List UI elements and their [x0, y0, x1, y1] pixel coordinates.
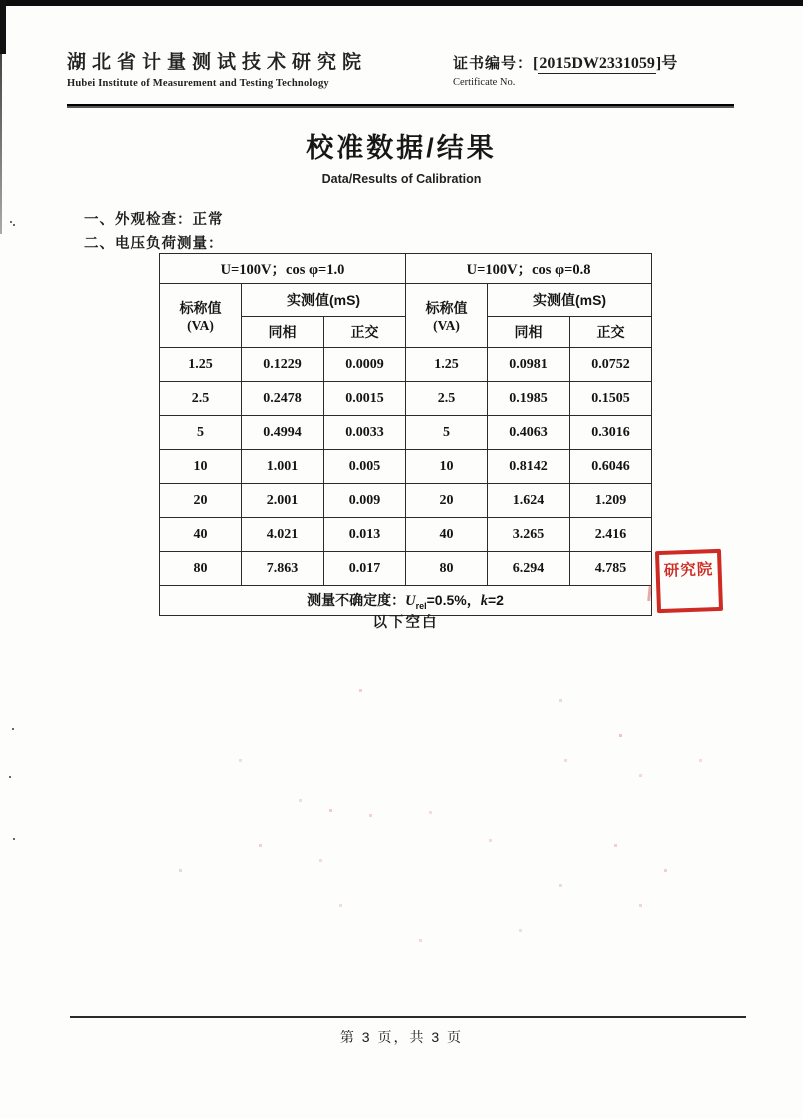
cell: 3.265	[488, 518, 570, 552]
cell: 80	[160, 552, 242, 586]
section-appearance-check: 一、外观检查：正常	[84, 212, 224, 228]
cell: 0.013	[324, 518, 406, 552]
cell: 4.785	[570, 552, 652, 586]
scan-edge-top	[0, 0, 803, 6]
group-header-cos1: U=100V；cos φ=1.0	[160, 254, 406, 284]
cell: 0.005	[324, 450, 406, 484]
scan-speck	[9, 776, 11, 778]
calibration-table	[159, 253, 652, 616]
cell: 10	[406, 450, 488, 484]
cell: 0.1505	[570, 382, 652, 416]
header-certificate	[453, 50, 677, 88]
cell: 0.1985	[488, 382, 570, 416]
quadrature-header-left: 正交	[324, 317, 406, 348]
scan-speck	[13, 838, 15, 840]
cell: 5	[160, 416, 242, 450]
cell: 0.0981	[488, 348, 570, 382]
cell: 0.0015	[324, 382, 406, 416]
cell: 6.294	[488, 552, 570, 586]
cell: 0.1229	[242, 348, 324, 382]
cell: 2.001	[242, 484, 324, 518]
cell: 1.209	[570, 484, 652, 518]
measured-header-right: 实测值(mS)	[488, 284, 652, 317]
group-header-cos08: U=100V；cos φ=0.8	[406, 254, 652, 284]
cell: 2.5	[406, 382, 488, 416]
cell: 4.021	[242, 518, 324, 552]
inphase-header-right: 同相	[488, 317, 570, 348]
cell: 0.3016	[570, 416, 652, 450]
scan-speck	[13, 224, 15, 226]
institute-name-cn: 湖北省计量测试技术研究院	[67, 52, 368, 73]
nominal-header-right: 标称值 (VA)	[406, 284, 488, 348]
cell: 0.4063	[488, 416, 570, 450]
section-voltage-load: 二、电压负荷测量：	[84, 236, 224, 252]
page-number: 第 3 页，共 3 页	[339, 1029, 464, 1045]
cell: 5	[406, 416, 488, 450]
scan-noise	[0, 0, 1, 1]
blank-below-note: 以下空白	[372, 615, 439, 631]
measured-header-left: 实测值(mS)	[242, 284, 406, 317]
cell: 10	[160, 450, 242, 484]
cell: 7.863	[242, 552, 324, 586]
cell: 20	[160, 484, 242, 518]
cell: 0.4994	[242, 416, 324, 450]
nominal-header-left: 标称值 (VA)	[160, 284, 242, 348]
cell: 40	[160, 518, 242, 552]
cell: 20	[406, 484, 488, 518]
page-subtitle: Data/Results of Calibration	[321, 172, 482, 186]
footer-divider	[70, 1016, 746, 1018]
cell: 1.25	[406, 348, 488, 382]
cell: 40	[406, 518, 488, 552]
quadrature-header-right: 正交	[570, 317, 652, 348]
certificate-label-cn: 证书编号：	[453, 55, 534, 72]
table-row	[160, 518, 652, 552]
table-row	[160, 348, 652, 382]
cell: 0.009	[324, 484, 406, 518]
table-row	[160, 552, 652, 586]
cell: 1.25	[160, 348, 242, 382]
cell: 0.0009	[324, 348, 406, 382]
stamp-text: 研究院	[663, 561, 714, 580]
certificate-label-en: Certificate No.	[453, 77, 516, 88]
cell: 1.624	[488, 484, 570, 518]
cell: 0.017	[324, 552, 406, 586]
cell: 0.2478	[242, 382, 324, 416]
cell: 0.0752	[570, 348, 652, 382]
institute-name-en: Hubei Institute of Measurement and Testing Technology	[67, 78, 329, 89]
table-row	[160, 416, 652, 450]
cell: 0.6046	[570, 450, 652, 484]
inphase-header-left: 同相	[242, 317, 324, 348]
cell: 2.416	[570, 518, 652, 552]
cell: 2.5	[160, 382, 242, 416]
header-divider	[67, 104, 734, 108]
scan-speck	[10, 221, 12, 223]
table-row	[160, 484, 652, 518]
scan-edge-left	[0, 0, 6, 54]
table-row	[160, 382, 652, 416]
measurement-uncertainty: 测量不确定度：$U_{rel}=0.5\%$，k=2	[160, 586, 652, 616]
header-institute	[67, 47, 367, 89]
cell: 1.001	[242, 450, 324, 484]
institute-stamp	[655, 549, 723, 613]
table-row	[160, 450, 652, 484]
certificate-number: [2015DW2331059]号	[533, 55, 678, 72]
scan-speck	[12, 728, 14, 730]
cell: 0.0033	[324, 416, 406, 450]
cell: 0.8142	[488, 450, 570, 484]
page-title: 校准数据/结果	[306, 133, 497, 163]
cell: 80	[406, 552, 488, 586]
